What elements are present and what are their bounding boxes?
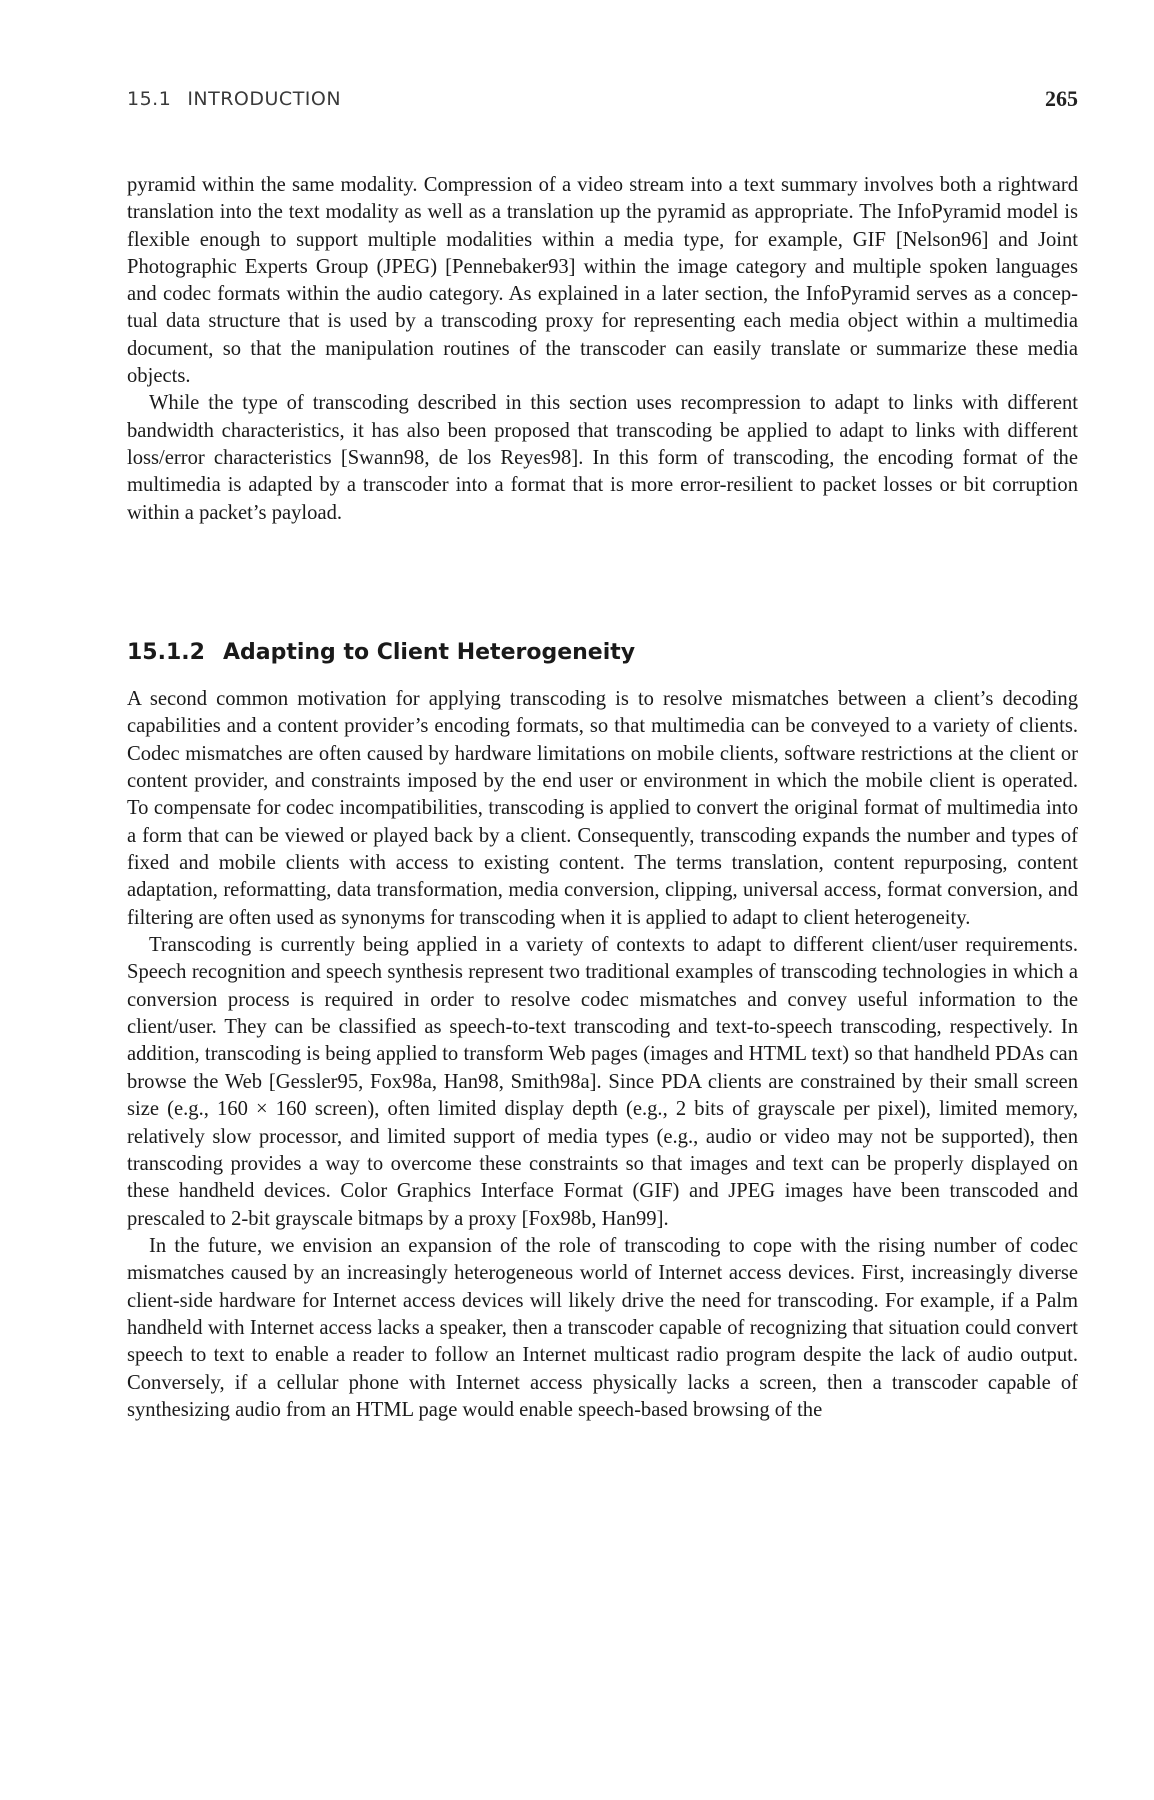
paragraph-continued: pyramid within the same modality. Compression of a video stream into a text summary involves both a rightward translation into the text modality as well as a translation up the pyramid as appropriate. The InfoPyramid model is flexible enough to support multiple modalities within a media type, for example, GIF [Nelson96] and Joint Photographic Experts Group (JPEG) [Pennebaker93] within the image category and multiple spoken languages and codec formats within the audio category. As explained in a later section, the InfoPyramid serves as a conceptual data structure that is used by a transcoding proxy for representing each media object within a multimedia document, so that the manipulation routines of the transcoder can easily translate or summarize these media objects. bbox=[127, 174, 1078, 388]
running-head-section-title: INTRODUCTION bbox=[187, 88, 342, 110]
paragraph-future: In the future, we envision an expansion of the role of transcoding to cope with the rising number of codec mismatches caused by an increasingly heterogeneous world of Internet access devices. First, increasingly diverse client-side hardware for Internet access devices will likely drive the need for transcoding. For example, if a Palm handheld with Internet access lacks a speaker, then a transcoder capable of recognizing that situation could convert speech to text to enable a reader to follow an Internet multicast radio program despite the lack of audio output. Conversely, if a cellular phone with Internet access physically lacks a screen, then a transcoder capable of synthesizing audio from an HTML page would enable speech-based browsing of the bbox=[127, 1234, 1078, 1421]
running-head bbox=[127, 88, 1078, 118]
running-head-section-number: 15.1 bbox=[127, 88, 172, 110]
paragraph-codec-mismatch: A second common motivation for applying transcoding is to resolve mismatches between a client’s decoding capabilities and a content provider’s encoding formats, so that multimedia can be conveyed to a variety of clients. Codec mismatches are often caused by hardware limitations on mobile clients, software restrictions at the client or content provider, and constraints imposed by the end user or environment in which the mobile client is operated. To compensate for codec incompatibilities, transcoding is applied to convert the original format of multimedia into a form that can be viewed or played back by a client. Consequently, transcoding expands the number and types of fixed and mobile clients with access to existing content. The terms translation, content repurposing, content adaptation, reformatting, data transformation, media conversion, clipping, universal access, format conversion, and filtering are often used as synonyms for transcoding when it is applied to adapt to client heterogeneity. bbox=[127, 688, 1078, 929]
paragraph-transcoding-contexts: Transcoding is currently being applied in a variety of contexts to adapt to different client/user requirements. Speech recognition and speech synthesis represent two traditional examples of transcoding technologies in which a conversion process is required in order to resolve codec mismatches and convey useful information to the client/user. They can be classified as speech-to-text transcoding and text-to-speech transcoding, respectively. In addition, transcoding is being applied to transform Web pages (images and HTML text) so that handheld PDAs can browse the Web [Gessler95, Fox98a, Han98, Smith98a]. Since PDA clients are constrained by their small screen size (e.g., 160 × 160 screen), often limited display depth (e.g., 2 bits of grayscale per pixel), limited memory, relatively slow processor, and limited support of media types (e.g., audio or video may not be supported), then transcoding provides a way to overcome these constraints so that images and text can be properly displayed on these handheld devices. Color Graphics Interface Format (GIF) and JPEG images have been transcoded and prescaled to 2-bit grayscale bitmaps by a proxy [Fox98b, Han99]. bbox=[127, 934, 1078, 1230]
page-number: 265 bbox=[1045, 86, 1078, 111]
running-head-section bbox=[127, 88, 341, 110]
subsection-heading bbox=[127, 640, 1078, 665]
subsection-title: Adapting to Client Heterogeneity bbox=[222, 640, 636, 665]
subsection-number: 15.1.2 bbox=[127, 640, 205, 665]
subsection-body-text bbox=[127, 686, 1078, 1424]
intro-body-text bbox=[127, 172, 1078, 527]
paragraph-loss-error: While the type of transcoding described in this section uses recompression to adapt to links with different bandwidth characteristics, it has also been proposed that transcoding be applied to adapt to links with different loss/error characteristics [Swann98, de los Reyes98]. In this form of transcoding, the encoding format of the multimedia is adapted by a transcoder into a format that is more error-resilient to packet losses or bit corruption within a packet’s payload. bbox=[127, 392, 1078, 524]
